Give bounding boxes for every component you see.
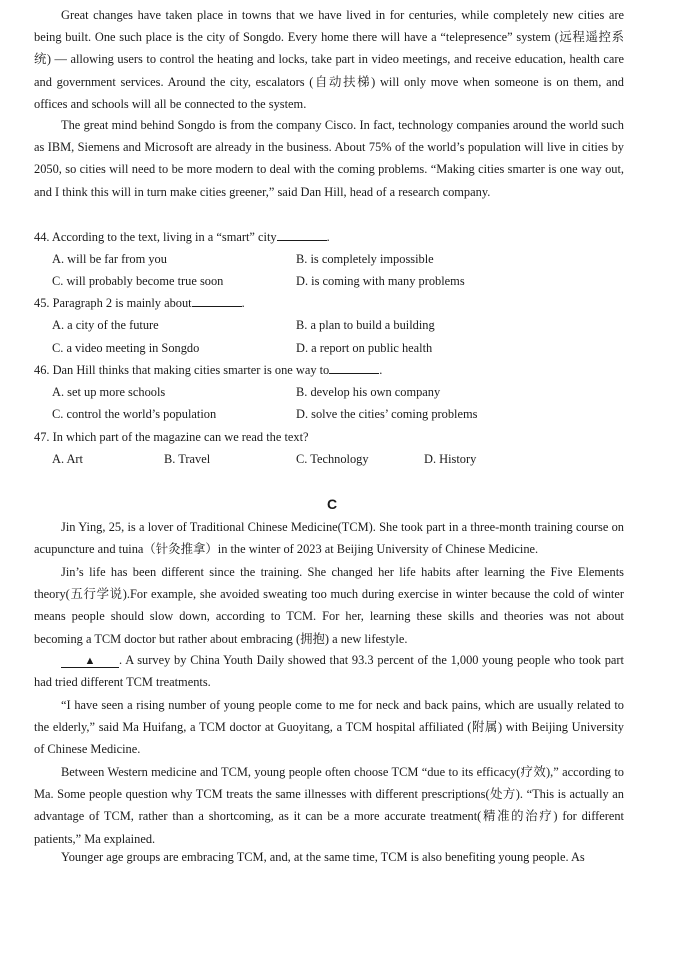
passage-c-paragraph-1: Jin Ying, 25, is a lover of Traditional Chinese Medicine(TCM). She took part in a three-month training course on acupuncture and tuina（针灸推拿）in the winter of 2023 at Beijing University of Chinese Medicine. (34, 520, 624, 557)
question-45-option-a: A. a city of the future (52, 318, 159, 332)
question-44-stem: 44. According to the text, living in a “smart” city (34, 230, 277, 244)
question-44-option-d: D. is coming with many problems (296, 274, 465, 288)
question-47-option-c: C. Technology (296, 452, 369, 466)
question-44-option-b: B. is completely impossible (296, 252, 434, 266)
passage-c-paragraph-2: Jin’s life has been different since the training. She changed her life habits after learning the Five Elements theory(五行学说).For example, she avoided sweating too much during exercise in winter because the cold of winter means people should slow down, according to TCM. For her, learning these skills and theories was not about becoming a TCM doctor but rather about embracing (拥抱) a new lifestyle. (34, 565, 624, 646)
question-45: 45. Paragraph 2 is mainly about . (34, 296, 245, 310)
passage-c-paragraph-4: “I have seen a rising number of young people come to me for neck and back pains, which are usually related to the elderly,” said Ma Huifang, a TCM doctor at Guoyitang, a TCM hospital affiliated (附属) with Beijing University of Chinese Medicine. (34, 698, 624, 757)
passage-b-paragraph-1: Great changes have taken place in towns that we have lived in for centuries, while completely new cities are being built. One such place is the city of Songdo. Every home there will have a “telepresence” system (远程遥控系统) — allowing users to control the heating and locks, take part in video meetings, and receive education, health care and government services. Around the city, escalators (自动扶梯) will only move when someone is on them, and offices and schools will all be connected to the system. (34, 8, 624, 111)
question-46-option-c: C. control the world’s population (52, 407, 217, 421)
question-45-stem: 45. Paragraph 2 is mainly about (34, 296, 192, 310)
question-46: 46. Dan Hill thinks that making cities smarter is one way to . (34, 363, 383, 377)
question-45-option-d: D. a report on public health (296, 341, 433, 355)
answer-blank (329, 363, 379, 374)
answer-blank (192, 296, 242, 307)
passage-c-paragraph-3: ▲ . A survey by China Youth Daily showed that 93.3 percent of the 1,000 young people who took part had tried different TCM treatments. (34, 653, 624, 690)
passage-c-paragraph-6: Younger age groups are embracing TCM, and, at the same time, TCM is also benefiting young people. As (61, 850, 585, 864)
question-47-option-d: D. History (424, 452, 477, 466)
section-heading-c: C (326, 496, 338, 512)
question-45-option-c: C. a video meeting in Songdo (52, 341, 200, 355)
question-44: 44. According to the text, living in a “smart” city . (34, 230, 330, 244)
question-46-option-a: A. set up more schools (52, 385, 166, 399)
question-44-option-a: A. will be far from you (52, 252, 167, 266)
question-47-option-b: B. Travel (164, 452, 211, 466)
question-46-option-d: D. solve the cities’ coming problems (296, 407, 478, 421)
passage-c-paragraph-5: Between Western medicine and TCM, young people often choose TCM “due to its efficacy(疗效),” according to Ma. Some people question why TCM treats the same illnesses with different prescriptions(处方). “This is actually an advantage of TCM, rather than a shortcoming, as it can be a more accurate treatment(精准的治疗) for different patients,” Ma explained. (34, 765, 624, 846)
question-46-option-b: B. develop his own company (296, 385, 441, 399)
question-47-option-a: A. Art (52, 452, 83, 466)
answer-blank (277, 230, 327, 241)
question-46-stem: 46. Dan Hill thinks that making cities smarter is one way to (34, 363, 330, 377)
question-45-option-b: B. a plan to build a building (296, 318, 435, 332)
question-47-stem: 47. In which part of the magazine can we read the text? (34, 430, 309, 444)
missing-sentence-blank: ▲ (61, 655, 119, 668)
passage-b-paragraph-2: The great mind behind Songdo is from the company Cisco. In fact, technology companies around the world such as IBM, Siemens and Microsoft are already in the business. About 75% of the world’s population will live in cities by 2050, so cities will need to be more modern to deal with the coming problems. “Making cities smarter is one way out, and I think this will in turn make cities greener,” said Dan Hill, head of a research company. (34, 118, 624, 199)
question-44-option-c: C. will probably become true soon (52, 274, 224, 288)
